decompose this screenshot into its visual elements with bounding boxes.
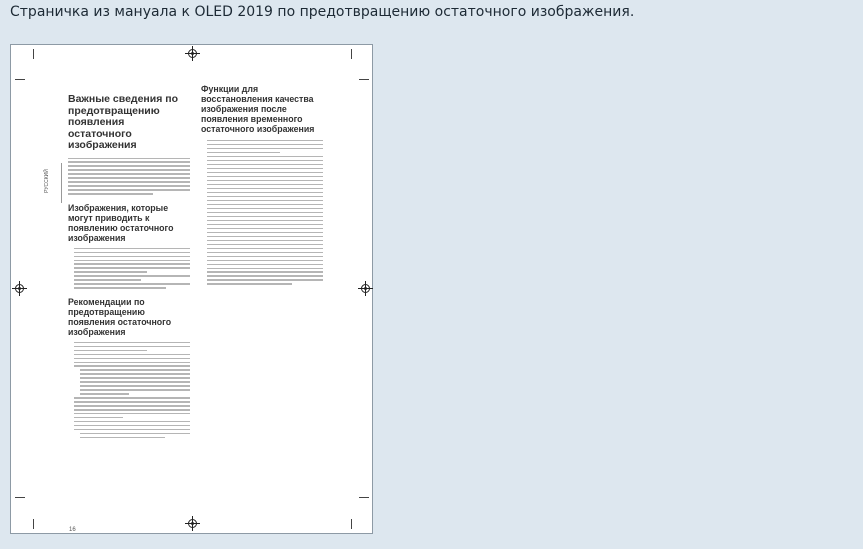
right-main-heading: Функции для восстановления качества изображения после появления временного остаточного изображения (201, 84, 315, 134)
left-subheading-causes: Изображения, которые могут приводить к появлению остаточного изображения (68, 202, 174, 243)
causes-bullet-list (68, 248, 190, 289)
crop-mark (33, 49, 34, 59)
recommendations-bullet-list (68, 342, 190, 439)
left-intro-paragraph (68, 158, 190, 195)
registration-mark-bottom (188, 519, 197, 528)
left-main-heading: Важные сведения по предотвращению появления остаточного изображения (68, 93, 179, 151)
right-bullet-list (201, 140, 323, 285)
crop-mark (33, 519, 34, 529)
crop-mark (351, 519, 352, 529)
page-number: 16 (69, 527, 76, 533)
language-side-tab: РУССКИЙ (49, 163, 62, 203)
registration-mark-top (188, 49, 197, 58)
crop-mark (15, 497, 25, 498)
registration-mark-right (361, 284, 370, 293)
post-caption: Страничка из мануала к OLED 2019 по предотвращению остаточного изображения. (10, 4, 635, 20)
crop-mark (351, 49, 352, 59)
manual-page-image[interactable] (10, 44, 373, 534)
left-column (68, 94, 190, 441)
crop-mark (15, 79, 25, 80)
left-subheading-recommendations: Рекомендации по предотвращению появления остаточного изображения (68, 296, 172, 337)
crop-mark (359, 79, 369, 80)
registration-mark-left (15, 284, 24, 293)
right-column (201, 84, 323, 287)
crop-mark (359, 497, 369, 498)
